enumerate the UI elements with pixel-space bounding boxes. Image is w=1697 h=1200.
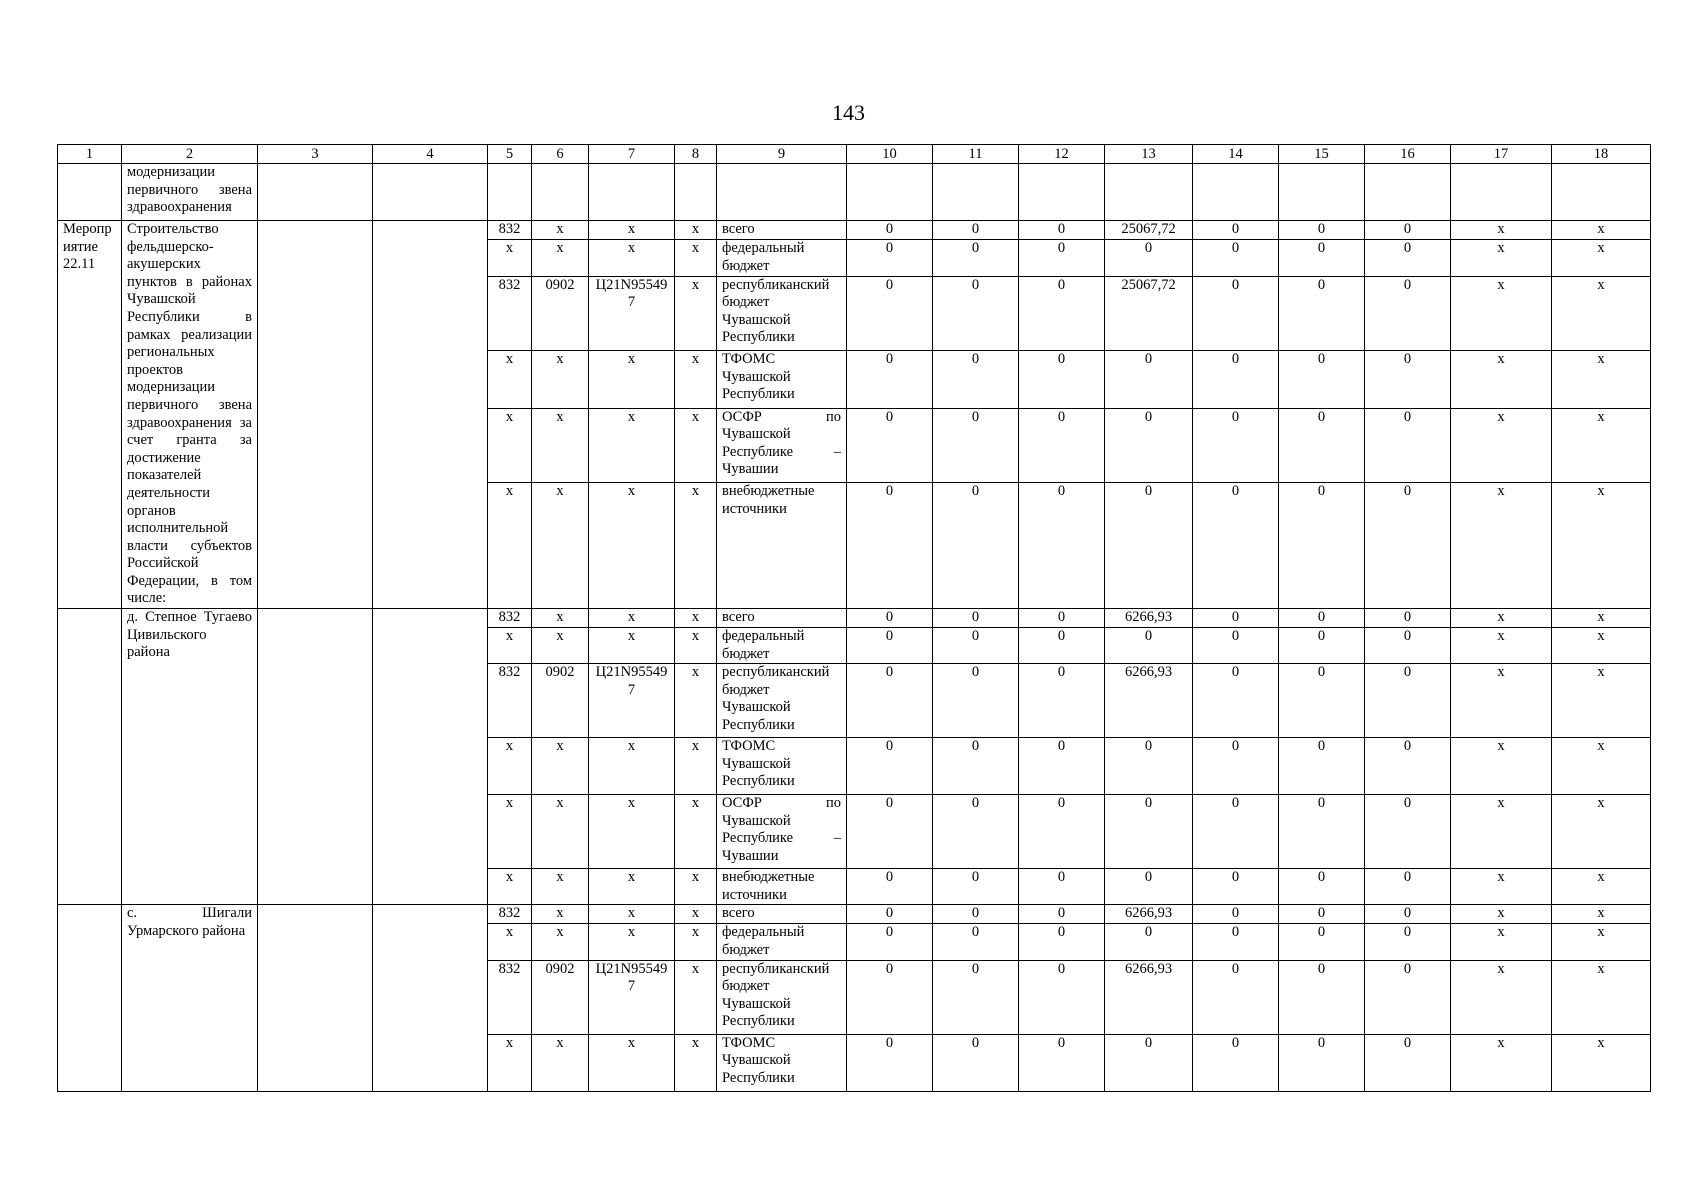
cell-c14: 0 (1193, 483, 1279, 609)
cell-c14: 0 (1193, 628, 1279, 664)
cell-c17: x (1451, 738, 1552, 795)
cell-c18: x (1552, 276, 1651, 351)
column-number: 16 (1365, 145, 1451, 164)
cell-c14: 0 (1193, 869, 1279, 905)
cell-c15: 0 (1279, 351, 1365, 408)
cell-c6: x (532, 869, 589, 905)
cell-c6: x (532, 628, 589, 664)
funding-source: ТФОМС Чувашской Республики (717, 351, 847, 408)
cell-c18: x (1552, 609, 1651, 628)
funding-source: ОСФР по Чувашской Республике – Чувашии (717, 408, 847, 483)
funding-source: внебюджетные источники (717, 869, 847, 905)
cell-c18: x (1552, 628, 1651, 664)
cell-c18: x (1552, 924, 1651, 960)
cell-c11: 0 (933, 408, 1019, 483)
cell-c13: 0 (1105, 924, 1193, 960)
cell-c8: x (675, 738, 717, 795)
continuation-description: модернизации первичного звена здравоохранения (122, 164, 258, 221)
cell-c10: 0 (847, 924, 933, 960)
cell-c8: x (675, 869, 717, 905)
cell-c5: x (488, 240, 532, 276)
cell-c12: 0 (1019, 628, 1105, 664)
cell-c13: 0 (1105, 351, 1193, 408)
funding-source: федеральный бюджет (717, 628, 847, 664)
cell-c8: x (675, 924, 717, 960)
column-number: 11 (933, 145, 1019, 164)
cell-c16: 0 (1365, 276, 1451, 351)
target-article-code: x (589, 1034, 675, 1091)
column-number: 1 (58, 145, 122, 164)
cell-c18: x (1552, 738, 1651, 795)
cell-c10: 0 (847, 276, 933, 351)
cell-c8: x (675, 221, 717, 240)
cell-c16: 0 (1365, 408, 1451, 483)
cell-c14: 0 (1193, 924, 1279, 960)
cell-c13: 0 (1105, 795, 1193, 869)
cell-c14: 0 (1193, 609, 1279, 628)
cell-c8: x (675, 483, 717, 609)
cell-c17: x (1451, 905, 1552, 924)
cell-c6: 0902 (532, 664, 589, 738)
cell-c5: 832 (488, 276, 532, 351)
cell-c5: x (488, 351, 532, 408)
cell-c13: 0 (1105, 240, 1193, 276)
column-number: 15 (1279, 145, 1365, 164)
table-row (58, 905, 1651, 924)
cell-c12: 0 (1019, 905, 1105, 924)
column-number: 4 (373, 145, 488, 164)
cell-c18: x (1552, 1034, 1651, 1091)
cell-c8: x (675, 351, 717, 408)
cell-c11: 0 (933, 795, 1019, 869)
cell-c13: 25067,72 (1105, 221, 1193, 240)
table-body (58, 164, 1651, 1092)
column-number: 7 (589, 145, 675, 164)
cell-c6: x (532, 240, 589, 276)
cell-c17: x (1451, 351, 1552, 408)
cell-c6: x (532, 351, 589, 408)
cell-c16: 0 (1365, 351, 1451, 408)
cell-c14: 0 (1193, 960, 1279, 1034)
cell-c15: 0 (1279, 869, 1365, 905)
cell-c11: 0 (933, 351, 1019, 408)
cell-c6: 0902 (532, 960, 589, 1034)
cell-c10: 0 (847, 628, 933, 664)
cell-c8: x (675, 1034, 717, 1091)
cell-c17: x (1451, 408, 1552, 483)
column-number: 2 (122, 145, 258, 164)
cell-c10: 0 (847, 240, 933, 276)
funding-source: внебюджетные источники (717, 483, 847, 609)
cell-c14: 0 (1193, 664, 1279, 738)
target-article-code: Ц21N955497 (589, 960, 675, 1034)
event-id: Мероприятие 22.11 (58, 221, 122, 609)
cell-c8: x (675, 960, 717, 1034)
cell-c11: 0 (933, 960, 1019, 1034)
cell-c12: 0 (1019, 351, 1105, 408)
funding-source: республиканский бюджет Чувашской Республики (717, 276, 847, 351)
cell-c8: x (675, 609, 717, 628)
cell-c5: x (488, 869, 532, 905)
cell-c11: 0 (933, 276, 1019, 351)
cell-c11: 0 (933, 221, 1019, 240)
cell-c12: 0 (1019, 483, 1105, 609)
cell-c13: 0 (1105, 628, 1193, 664)
column-number: 10 (847, 145, 933, 164)
cell-c18: x (1552, 795, 1651, 869)
cell-c11: 0 (933, 924, 1019, 960)
cell-c14: 0 (1193, 795, 1279, 869)
cell-c18: x (1552, 664, 1651, 738)
cell-c13: 6266,93 (1105, 609, 1193, 628)
cell-c12: 0 (1019, 408, 1105, 483)
cell-c15: 0 (1279, 483, 1365, 609)
cell-c15: 0 (1279, 628, 1365, 664)
cell-c5: 832 (488, 905, 532, 924)
target-article-code: x (589, 795, 675, 869)
cell-c6: x (532, 738, 589, 795)
cell-c15: 0 (1279, 664, 1365, 738)
cell-c17: x (1451, 628, 1552, 664)
cell-c13: 0 (1105, 738, 1193, 795)
cell-c11: 0 (933, 609, 1019, 628)
cell-c14: 0 (1193, 221, 1279, 240)
cell-c12: 0 (1019, 221, 1105, 240)
funding-source: всего (717, 221, 847, 240)
cell-c16: 0 (1365, 905, 1451, 924)
cell-c17: x (1451, 276, 1552, 351)
cell-c14: 0 (1193, 738, 1279, 795)
cell-c17: x (1451, 795, 1552, 869)
cell-c6: 0902 (532, 276, 589, 351)
cell-c18: x (1552, 905, 1651, 924)
sub-item-shigali-description: с. Шигали Урмарского района (122, 905, 258, 1091)
event-22-11-description: Строительство фельдшерско-акушерских пунктов в районах Чувашской Республики в рамках реализации региональных проектов модернизации первичного звена здравоохранения за счет гранта за достижение показателей деятельности органов исполнительной власти субъектов Российской Федерации, в том числе: (122, 221, 258, 609)
column-number: 9 (717, 145, 847, 164)
cell-c18: x (1552, 221, 1651, 240)
cell-c8: x (675, 795, 717, 869)
target-article-code: x (589, 924, 675, 960)
cell-c13: 0 (1105, 1034, 1193, 1091)
target-article-code: x (589, 408, 675, 483)
funding-source: всего (717, 609, 847, 628)
cell-c17: x (1451, 924, 1552, 960)
cell-c5: x (488, 628, 532, 664)
cell-c16: 0 (1365, 221, 1451, 240)
cell-c10: 0 (847, 221, 933, 240)
cell-c17: x (1451, 240, 1552, 276)
cell-c15: 0 (1279, 924, 1365, 960)
cell-c5: x (488, 924, 532, 960)
cell-c15: 0 (1279, 960, 1365, 1034)
cell-c15: 0 (1279, 240, 1365, 276)
cell-c12: 0 (1019, 795, 1105, 869)
cell-c6: x (532, 609, 589, 628)
column-number: 14 (1193, 145, 1279, 164)
cell-c12: 0 (1019, 960, 1105, 1034)
cell-c5: x (488, 1034, 532, 1091)
cell-c10: 0 (847, 1034, 933, 1091)
funding-source: всего (717, 905, 847, 924)
continuation-row (58, 164, 1651, 221)
cell-c15: 0 (1279, 408, 1365, 483)
cell-c15: 0 (1279, 905, 1365, 924)
cell-c13: 6266,93 (1105, 664, 1193, 738)
cell-c6: x (532, 408, 589, 483)
cell-c8: x (675, 276, 717, 351)
cell-c16: 0 (1365, 738, 1451, 795)
cell-c10: 0 (847, 960, 933, 1034)
cell-c11: 0 (933, 869, 1019, 905)
cell-c16: 0 (1365, 795, 1451, 869)
cell-c18: x (1552, 869, 1651, 905)
cell-c10: 0 (847, 609, 933, 628)
budget-table (57, 144, 1651, 1092)
cell-c6: x (532, 905, 589, 924)
cell-c18: x (1552, 960, 1651, 1034)
cell-c17: x (1451, 869, 1552, 905)
cell-c10: 0 (847, 408, 933, 483)
target-article-code: x (589, 869, 675, 905)
cell-c5: x (488, 408, 532, 483)
cell-c14: 0 (1193, 276, 1279, 351)
cell-c18: x (1552, 240, 1651, 276)
cell-c10: 0 (847, 869, 933, 905)
target-article-code: x (589, 221, 675, 240)
cell-c15: 0 (1279, 795, 1365, 869)
cell-c17: x (1451, 1034, 1552, 1091)
cell-c5: x (488, 738, 532, 795)
cell-c14: 0 (1193, 240, 1279, 276)
funding-source: федеральный бюджет (717, 924, 847, 960)
column-number: 18 (1552, 145, 1651, 164)
table-row (58, 609, 1651, 628)
cell-c6: x (532, 795, 589, 869)
cell-c5: 832 (488, 609, 532, 628)
cell-c16: 0 (1365, 483, 1451, 609)
cell-c12: 0 (1019, 609, 1105, 628)
target-article-code: x (589, 351, 675, 408)
cell-c10: 0 (847, 483, 933, 609)
cell-c8: x (675, 628, 717, 664)
cell-c17: x (1451, 221, 1552, 240)
column-number: 5 (488, 145, 532, 164)
cell-c16: 0 (1365, 869, 1451, 905)
cell-c18: x (1552, 408, 1651, 483)
cell-c17: x (1451, 664, 1552, 738)
cell-c16: 0 (1365, 609, 1451, 628)
funding-source: федеральный бюджет (717, 240, 847, 276)
cell-c16: 0 (1365, 664, 1451, 738)
cell-c12: 0 (1019, 664, 1105, 738)
cell-c5: x (488, 483, 532, 609)
cell-c6: x (532, 924, 589, 960)
cell-c6: x (532, 221, 589, 240)
cell-c15: 0 (1279, 221, 1365, 240)
cell-c17: x (1451, 960, 1552, 1034)
cell-c10: 0 (847, 351, 933, 408)
cell-c8: x (675, 408, 717, 483)
cell-c15: 0 (1279, 276, 1365, 351)
cell-c10: 0 (847, 905, 933, 924)
target-article-code: Ц21N955497 (589, 276, 675, 351)
target-article-code: x (589, 240, 675, 276)
cell-c5: 832 (488, 960, 532, 1034)
cell-c10: 0 (847, 738, 933, 795)
cell-c15: 0 (1279, 1034, 1365, 1091)
cell-c8: x (675, 905, 717, 924)
cell-c11: 0 (933, 483, 1019, 609)
column-number: 13 (1105, 145, 1193, 164)
cell-c13: 0 (1105, 483, 1193, 609)
cell-c12: 0 (1019, 924, 1105, 960)
cell-c12: 0 (1019, 1034, 1105, 1091)
cell-c14: 0 (1193, 1034, 1279, 1091)
cell-c12: 0 (1019, 869, 1105, 905)
cell-c13: 0 (1105, 869, 1193, 905)
cell-c11: 0 (933, 240, 1019, 276)
column-number: 17 (1451, 145, 1552, 164)
cell-c17: x (1451, 609, 1552, 628)
cell-c12: 0 (1019, 738, 1105, 795)
target-article-code: x (589, 483, 675, 609)
target-article-code: Ц21N955497 (589, 664, 675, 738)
funding-source: ТФОМС Чувашской Республики (717, 738, 847, 795)
cell-c11: 0 (933, 628, 1019, 664)
column-number: 3 (258, 145, 373, 164)
column-number: 6 (532, 145, 589, 164)
cell-c18: x (1552, 483, 1651, 609)
cell-c8: x (675, 664, 717, 738)
target-article-code: x (589, 628, 675, 664)
funding-source: ОСФР по Чувашской Республике – Чувашии (717, 795, 847, 869)
table-row (58, 221, 1651, 240)
cell-c16: 0 (1365, 628, 1451, 664)
page-number: 143 (832, 100, 865, 125)
target-article-code: x (589, 905, 675, 924)
funding-source: республиканский бюджет Чувашской Республики (717, 960, 847, 1034)
cell-c6: x (532, 483, 589, 609)
cell-c17: x (1451, 483, 1552, 609)
target-article-code: x (589, 738, 675, 795)
cell-c11: 0 (933, 1034, 1019, 1091)
cell-c5: x (488, 795, 532, 869)
cell-c15: 0 (1279, 738, 1365, 795)
cell-c15: 0 (1279, 609, 1365, 628)
cell-c16: 0 (1365, 924, 1451, 960)
cell-c10: 0 (847, 795, 933, 869)
cell-c8: x (675, 240, 717, 276)
cell-c5: 832 (488, 221, 532, 240)
cell-c5: 832 (488, 664, 532, 738)
cell-c11: 0 (933, 738, 1019, 795)
funding-source: ТФОМС Чувашской Республики (717, 1034, 847, 1091)
cell-c14: 0 (1193, 351, 1279, 408)
column-number: 12 (1019, 145, 1105, 164)
column-number-row (58, 145, 1651, 164)
cell-c13: 6266,93 (1105, 905, 1193, 924)
column-number: 8 (675, 145, 717, 164)
cell-c10: 0 (847, 664, 933, 738)
cell-c16: 0 (1365, 960, 1451, 1034)
cell-c16: 0 (1365, 1034, 1451, 1091)
cell-c14: 0 (1193, 408, 1279, 483)
cell-c11: 0 (933, 664, 1019, 738)
cell-c11: 0 (933, 905, 1019, 924)
cell-c18: x (1552, 351, 1651, 408)
cell-c14: 0 (1193, 905, 1279, 924)
cell-c13: 0 (1105, 408, 1193, 483)
cell-c16: 0 (1365, 240, 1451, 276)
funding-source: республиканский бюджет Чувашской Республики (717, 664, 847, 738)
cell-c13: 25067,72 (1105, 276, 1193, 351)
cell-c12: 0 (1019, 276, 1105, 351)
cell-c6: x (532, 1034, 589, 1091)
target-article-code: x (589, 609, 675, 628)
sub-item-stepnoe-tugaevo-description: д. Степное Тугаево Цивильского района (122, 609, 258, 905)
cell-c13: 6266,93 (1105, 960, 1193, 1034)
cell-c12: 0 (1019, 240, 1105, 276)
